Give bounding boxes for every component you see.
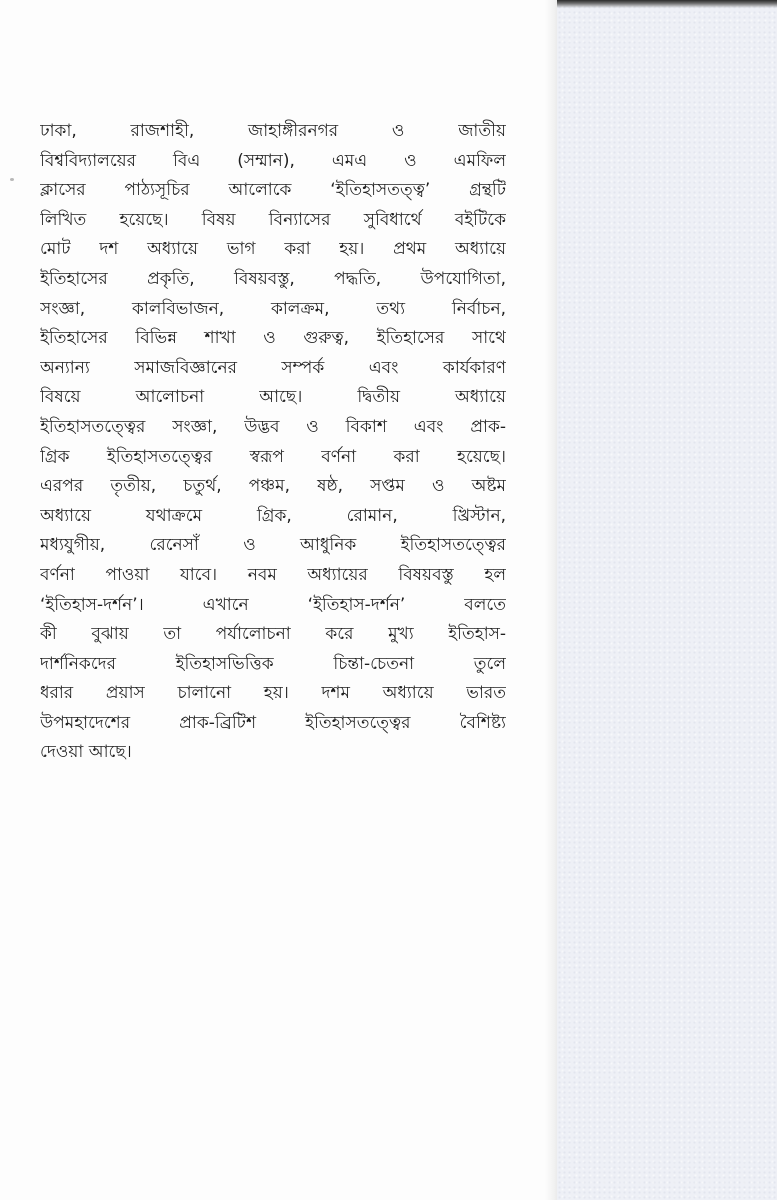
paragraph-line: অধ্যায়ে যথাক্রমে গ্রিক, রোমান, খ্রিস্টান, [40, 505, 506, 526]
paragraph-line: এরপর তৃতীয়, চতুর্থ, পঞ্চম, ষষ্ঠ, সপ্তম ও অষ্টম [40, 476, 506, 497]
paragraph-line: ইতিহাসের বিভিন্ন শাখা ও গুরুত্ব, ইতিহাসের সাথে [40, 328, 506, 349]
paragraph-line: গ্রিক ইতিহাসতত্ত্বের স্বরূপ বর্ণনা করা হয়েছে। [40, 446, 506, 467]
blurb-paragraph [40, 117, 506, 768]
paragraph-line: অন্যান্য সমাজবিজ্ঞানের সম্পর্ক এবং কার্যকারণ [40, 357, 506, 378]
paragraph-line: মধ্যযুগীয়, রেনেসাঁ ও আধুনিক ইতিহাসতত্ত্বের [40, 535, 506, 556]
scanner-top-edge [557, 0, 777, 8]
paragraph-line: সংজ্ঞা, কালবিভাজন, কালক্রম, তথ্য নির্বাচন, [40, 298, 506, 319]
paragraph-line: লিখিত হয়েছে। বিষয় বিন্যাসের সুবিধার্থে বইটিকে [40, 209, 506, 230]
paragraph-line: ইতিহাসের প্রকৃতি, বিষয়বস্তু, পদ্ধতি, উপযোগিতা, [40, 268, 506, 289]
paragraph-line: ধরার প্রয়াস চালানো হয়। দশম অধ্যায়ে ভারত [40, 683, 506, 704]
paragraph-line: মোট দশ অধ্যায়ে ভাগ করা হয়। প্রথম অধ্যায়ে [40, 239, 506, 260]
paragraph-line: ইতিহাসতত্ত্বের সংজ্ঞা, উদ্ভব ও বিকাশ এবং প্রাক- [40, 416, 506, 437]
paragraph-line: ‘ইতিহাস-দর্শন’। এখানে ‘ইতিহাস-দর্শন’ বলতে [40, 594, 506, 615]
paragraph-line: বিষয়ে আলোচনা আছে। দ্বিতীয় অধ্যায়ে [40, 387, 506, 408]
paragraph-line: বিশ্ববিদ্যালয়ের বিএ (সম্মান), এমএ ও এমফিল [40, 150, 506, 171]
paper-speck [10, 178, 14, 181]
paragraph-line: ঢাকা, রাজশাহী, জাহাঙ্গীরনগর ও জাতীয় [40, 121, 506, 141]
paragraph-line: ক্লাসের পাঠ্যসূচির আলোকে ‘ইতিহাসতত্ত্ব’ গ্রন্থটি [40, 180, 506, 201]
paragraph-line: উপমহাদেশের প্রাক-ব্রিটিশ ইতিহাসতত্ত্বের বৈশিষ্ট্য [40, 712, 506, 733]
paragraph-line: দার্শনিকদের ইতিহাসভিত্তিক চিন্তা-চেতনা তুলে [40, 653, 506, 674]
paragraph-line: কী বুঝায় তা পর্যালোচনা করে মুখ্য ইতিহাস- [40, 624, 506, 645]
scanner-background-strip [557, 0, 777, 1200]
paragraph-line: দেওয়া আছে। [40, 742, 132, 763]
paragraph-line: বর্ণনা পাওয়া যাবে। নবম অধ্যায়ের বিষয়বস্তু হল [40, 564, 506, 585]
